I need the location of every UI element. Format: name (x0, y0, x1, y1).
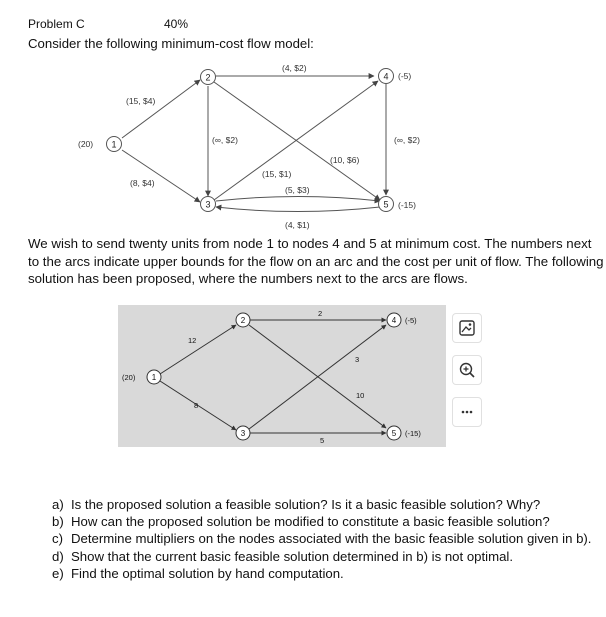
sol-supply-node-5: (-15) (405, 429, 421, 438)
arc-label-4-5: (∞, $2) (394, 135, 420, 145)
arc-label-2-4: (4, $2) (282, 63, 307, 73)
question-label: b) (52, 514, 64, 530)
image-search-button[interactable] (452, 313, 482, 343)
zoom-in-icon (458, 361, 476, 379)
flow-label-2-4: 2 (318, 309, 323, 318)
more-options-icon (458, 403, 476, 421)
image-search-icon (458, 319, 476, 337)
sol-node-2-label: 2 (240, 316, 246, 325)
arc-1-2 (122, 80, 200, 138)
arc-label-5-3: (4, $1) (285, 220, 310, 230)
supply-node-1: (20) (78, 139, 94, 149)
supply-node-5: (-15) (398, 200, 416, 210)
flow-label-3-4: 3 (355, 355, 360, 364)
problem-statement: We wish to send twenty units from node 1 to nodes 4 and 5 at minimum cost. The numbers next to the arcs indicate upper bounds for the flow on an arc and the cost per unit of flow. The following solution has been proposed, where the numbers next to the arcs are flows. (28, 236, 604, 286)
question-text: Show that the current basic feasible solution determined in b) is not optimal. (71, 548, 514, 564)
zoom-in-button[interactable] (452, 355, 482, 385)
question-text: How can the proposed solution be modified to constitute a basic feasible solution? (71, 514, 550, 530)
question-text: Is the proposed solution a feasible solution? Is it a basic feasible solution? Why? (71, 497, 541, 512)
sol-node-4-label: 4 (391, 316, 397, 325)
model-graph (0, 0, 606, 240)
flow-label-1-3: 8 (194, 401, 199, 410)
sol-node-1-label: 1 (151, 373, 157, 382)
node-3-label: 3 (205, 199, 211, 210)
arc-label-2-5: (15, $1) (262, 169, 292, 179)
arc-1-3 (122, 150, 200, 202)
sol-supply-node-1: (20) (122, 373, 136, 382)
arc-label-1-2: (15, $4) (126, 96, 156, 106)
solution-graph (118, 305, 446, 447)
intro-text: Consider the following minimum-cost flow model: (28, 36, 314, 51)
arc-label-1-3: (8, $4) (130, 178, 155, 188)
node-2-label: 2 (205, 72, 211, 83)
node-4-label: 4 (383, 71, 389, 82)
node-1-label: 1 (111, 139, 117, 150)
problem-weight: 40% (164, 17, 189, 31)
question-list (52, 496, 604, 582)
question-label: a) (52, 497, 64, 512)
sol-node-5-label: 5 (391, 429, 397, 438)
arc-3-4 (214, 81, 378, 200)
question-b (52, 513, 604, 530)
question-text: Determine multipliers on the nodes associated with the basic feasible solution given in b). (71, 531, 592, 547)
arc-3-5 (216, 197, 380, 202)
flow-label-1-2: 12 (188, 336, 197, 345)
question-text: Find the optimal solution by hand computation. (71, 565, 344, 581)
flow-label-2-5: 10 (356, 391, 365, 400)
question-label: e) (52, 565, 64, 581)
flow-label-3-5: 5 (320, 436, 325, 445)
question-a (52, 496, 604, 513)
arc-5-3 (216, 207, 380, 212)
supply-node-4: (-5) (398, 71, 412, 81)
sol-node-3-label: 3 (240, 429, 246, 438)
node-5-label: 5 (383, 199, 389, 210)
sol-supply-node-4: (-5) (405, 316, 417, 325)
problem-title: Problem C (28, 17, 85, 31)
question-e (52, 565, 604, 582)
question-label: c) (52, 531, 63, 547)
more-options-button[interactable] (452, 397, 482, 427)
arc-label-3-5: (5, $3) (285, 185, 310, 195)
question-label: d) (52, 548, 64, 564)
arc-label-3-4: (10, $6) (330, 155, 360, 165)
question-c (52, 530, 604, 547)
arc-label-2-3: (∞, $2) (212, 135, 238, 145)
question-d (52, 548, 604, 565)
